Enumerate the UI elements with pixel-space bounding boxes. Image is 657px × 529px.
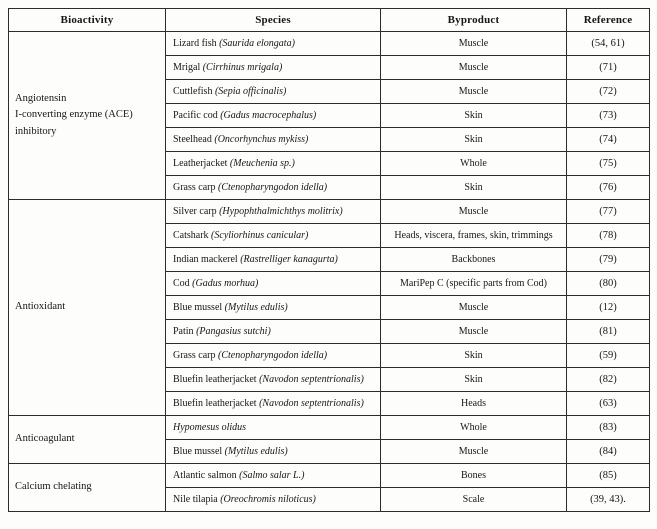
byproduct-cell: Muscle	[381, 320, 567, 344]
reference-cell: (59)	[567, 344, 650, 368]
species-common-name: Grass carp	[173, 350, 216, 361]
species-common-name: Mrigal	[173, 62, 201, 73]
table-row	[9, 32, 650, 56]
reference-cell: (80)	[567, 272, 650, 296]
reference-cell: (71)	[567, 56, 650, 80]
species-scientific-name: Hypomesus olidus	[173, 422, 247, 433]
species-cell	[166, 344, 381, 368]
reference-cell: (78)	[567, 224, 650, 248]
species-common-name: Patin	[173, 326, 194, 337]
byproduct-cell: Skin	[381, 176, 567, 200]
species-cell	[166, 440, 381, 464]
reference-cell: (82)	[567, 368, 650, 392]
species-scientific-name: (Oreochromis niloticus)	[220, 494, 316, 505]
table-body	[9, 32, 650, 512]
reference-cell: (63)	[567, 392, 650, 416]
species-common-name: Bluefin leatherjacket	[173, 374, 257, 385]
byproduct-cell: Backbones	[381, 248, 567, 272]
species-cell	[166, 296, 381, 320]
byproduct-cell: Muscle	[381, 80, 567, 104]
table-header	[9, 9, 650, 32]
reference-cell: (74)	[567, 128, 650, 152]
header-row	[9, 9, 650, 32]
byproduct-cell: MariPep C (specific parts from Cod)	[381, 272, 567, 296]
species-scientific-name: (Saurida elongata)	[219, 38, 295, 49]
reference-cell: (72)	[567, 80, 650, 104]
byproduct-cell: Heads	[381, 392, 567, 416]
species-scientific-name: (Navodon septentrionalis)	[259, 398, 364, 409]
species-scientific-name: (Oncorhynchus mykiss)	[214, 134, 309, 145]
reference-cell: (54, 61)	[567, 32, 650, 56]
reference-cell: (81)	[567, 320, 650, 344]
column-header-reference: Reference	[567, 9, 650, 32]
species-scientific-name: (Mytilus edulis)	[224, 446, 288, 457]
species-cell	[166, 176, 381, 200]
species-cell	[166, 152, 381, 176]
species-cell	[166, 392, 381, 416]
species-cell	[166, 80, 381, 104]
bioactivity-cell: Angiotensin I-converting enzyme (ACE) inhibitory	[9, 32, 166, 200]
species-scientific-name: (Salmo salar L.)	[239, 470, 305, 481]
species-scientific-name: (Meuchenia sp.)	[229, 158, 295, 169]
species-common-name: Lizard fish	[173, 38, 217, 49]
reference-cell: (85)	[567, 464, 650, 488]
species-cell	[166, 464, 381, 488]
species-common-name: Bluefin leatherjacket	[173, 398, 257, 409]
species-common-name: Blue mussel	[173, 446, 223, 457]
species-cell	[166, 56, 381, 80]
species-scientific-name: (Navodon septentrionalis)	[259, 374, 364, 385]
species-common-name: Steelhead	[173, 134, 212, 145]
species-scientific-name: (Scyliorhinus canicular)	[211, 230, 309, 241]
column-header-byproduct: Byproduct	[381, 9, 567, 32]
species-cell	[166, 488, 381, 512]
byproduct-cell: Muscle	[381, 32, 567, 56]
species-cell	[166, 368, 381, 392]
species-common-name: Pacific cod	[173, 110, 218, 121]
species-common-name: Leatherjacket	[173, 158, 228, 169]
reference-cell: (84)	[567, 440, 650, 464]
reference-cell: (73)	[567, 104, 650, 128]
table-row	[9, 200, 650, 224]
species-scientific-name: (Hypophthalmichthys molitrix)	[219, 206, 343, 217]
species-common-name: Nile tilapia	[173, 494, 218, 505]
byproduct-cell: Muscle	[381, 200, 567, 224]
species-scientific-name: (Gadus morhua)	[192, 278, 259, 289]
reference-cell: (75)	[567, 152, 650, 176]
byproduct-cell: Bones	[381, 464, 567, 488]
reference-cell: (83)	[567, 416, 650, 440]
bioactivity-cell: Anticoagulant	[9, 416, 166, 464]
species-scientific-name: (Pangasius sutchi)	[196, 326, 271, 337]
species-cell	[166, 272, 381, 296]
species-common-name: Grass carp	[173, 182, 216, 193]
species-cell	[166, 224, 381, 248]
species-cell	[166, 128, 381, 152]
byproduct-cell: Muscle	[381, 296, 567, 320]
bioactivity-cell: Calcium chelating	[9, 464, 166, 512]
reference-cell: (76)	[567, 176, 650, 200]
species-cell	[166, 32, 381, 56]
species-scientific-name: (Gadus macrocephalus)	[220, 110, 317, 121]
species-common-name: Catshark	[173, 230, 209, 241]
column-header-bioactivity: Bioactivity	[9, 9, 166, 32]
species-common-name: Blue mussel	[173, 302, 223, 313]
bioactivity-table	[8, 8, 650, 512]
species-cell	[166, 248, 381, 272]
reference-cell: (12)	[567, 296, 650, 320]
species-cell	[166, 320, 381, 344]
species-cell	[166, 200, 381, 224]
species-common-name: Atlantic salmon	[173, 470, 237, 481]
byproduct-cell: Whole	[381, 152, 567, 176]
species-common-name: Cuttlefish	[173, 86, 213, 97]
species-scientific-name: (Ctenopharyngodon idella)	[217, 182, 328, 193]
table-row	[9, 464, 650, 488]
species-scientific-name: (Ctenopharyngodon idella)	[217, 350, 328, 361]
species-scientific-name: (Mytilus edulis)	[224, 302, 288, 313]
bioactivity-cell: Antioxidant	[9, 200, 166, 416]
species-cell	[166, 104, 381, 128]
species-common-name: Cod	[173, 278, 190, 289]
species-common-name: Silver carp	[173, 206, 217, 217]
species-scientific-name: (Rastrelliger kanagurta)	[240, 254, 338, 265]
reference-cell: (39, 43).	[567, 488, 650, 512]
byproduct-cell: Skin	[381, 128, 567, 152]
byproduct-cell: Scale	[381, 488, 567, 512]
byproduct-cell: Skin	[381, 344, 567, 368]
byproduct-cell: Whole	[381, 416, 567, 440]
species-scientific-name: (Cirrhinus mrigala)	[202, 62, 283, 73]
byproduct-cell: Skin	[381, 368, 567, 392]
table-row	[9, 416, 650, 440]
column-header-species: Species	[166, 9, 381, 32]
reference-cell: (79)	[567, 248, 650, 272]
byproduct-cell: Muscle	[381, 440, 567, 464]
species-common-name: Indian mackerel	[173, 254, 238, 265]
byproduct-cell: Heads, viscera, frames, skin, trimmings	[381, 224, 567, 248]
byproduct-cell: Muscle	[381, 56, 567, 80]
byproduct-cell: Skin	[381, 104, 567, 128]
species-cell	[166, 416, 381, 440]
reference-cell: (77)	[567, 200, 650, 224]
species-scientific-name: (Sepia officinalis)	[214, 86, 287, 97]
